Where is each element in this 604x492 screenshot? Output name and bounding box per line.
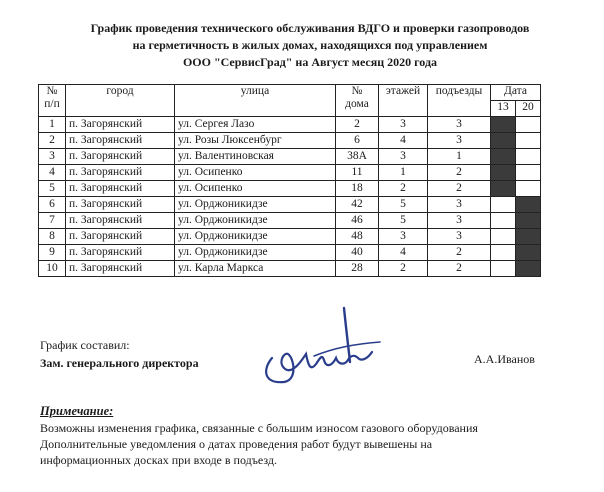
- table-row: [39, 165, 541, 181]
- cell-street: ул. Валентиновская: [175, 149, 336, 165]
- cell-floors: 5: [379, 213, 428, 229]
- cell-entrances: 3: [428, 197, 491, 213]
- table-row: [39, 133, 541, 149]
- cell-num: 6: [39, 197, 66, 213]
- header-date-13: 13: [491, 101, 516, 117]
- cell-city: п. Загорянский: [66, 229, 175, 245]
- cell-entrances: 2: [428, 181, 491, 197]
- note-line-3: информационных досках при входе в подъезд.: [40, 453, 278, 467]
- table-row: [39, 197, 541, 213]
- signature-image: [254, 298, 384, 390]
- cell-num: 5: [39, 181, 66, 197]
- table-row: [39, 245, 541, 261]
- title-line-3: ООО "СервисГрад" на Август месяц 2020 года: [182, 55, 438, 69]
- cell-date-20: [516, 229, 541, 245]
- position-title: Зам. генерального директора: [40, 356, 199, 370]
- cell-num: 4: [39, 165, 66, 181]
- cell-street: ул. Осипенко: [175, 165, 336, 181]
- cell-date-20: [516, 133, 541, 149]
- header-house: № дома: [336, 85, 379, 117]
- cell-city: п. Загорянский: [66, 213, 175, 229]
- cell-city: п. Загорянский: [66, 165, 175, 181]
- cell-date-13: [491, 117, 516, 133]
- cell-floors: 3: [379, 117, 428, 133]
- cell-date-13: [491, 165, 516, 181]
- cell-city: п. Загорянский: [66, 117, 175, 133]
- cell-house: 6: [336, 133, 379, 149]
- cell-floors: 5: [379, 197, 428, 213]
- table-row: [39, 229, 541, 245]
- cell-street: ул. Орджоникидзе: [175, 197, 336, 213]
- cell-date-20: [516, 213, 541, 229]
- cell-date-13: [491, 213, 516, 229]
- cell-entrances: 3: [428, 213, 491, 229]
- title-line-1: График проведения технического обслуживания ВДГО и проверки газопроводов: [90, 21, 530, 35]
- cell-floors: 1: [379, 165, 428, 181]
- cell-house: 46: [336, 213, 379, 229]
- cell-house: 42: [336, 197, 379, 213]
- cell-entrances: 1: [428, 149, 491, 165]
- cell-date-13: [491, 261, 516, 277]
- header-floors: этажей: [379, 85, 428, 117]
- cell-entrances: 2: [428, 165, 491, 181]
- cell-entrances: 2: [428, 261, 491, 277]
- cell-house: 40: [336, 245, 379, 261]
- cell-street: ул. Розы Люксенбург: [175, 133, 336, 149]
- table-row: [39, 213, 541, 229]
- note-line-2: Дополнительные уведомления о датах проведения работ будут вывешены на: [40, 437, 433, 451]
- cell-date-20: [516, 261, 541, 277]
- cell-num: 10: [39, 261, 66, 277]
- cell-street: ул. Орджоникидзе: [175, 245, 336, 261]
- schedule-table: [38, 84, 541, 277]
- cell-date-20: [516, 149, 541, 165]
- cell-num: 7: [39, 213, 66, 229]
- cell-entrances: 3: [428, 229, 491, 245]
- cell-num: 2: [39, 133, 66, 149]
- cell-entrances: 3: [428, 117, 491, 133]
- document-title: [40, 20, 580, 71]
- note-heading: Примечание:: [40, 404, 114, 418]
- cell-floors: 2: [379, 261, 428, 277]
- table-row: [39, 181, 541, 197]
- note-line-1: Возможны изменения графика, связанные с большим износом газового оборудования: [40, 421, 478, 435]
- cell-city: п. Загорянский: [66, 149, 175, 165]
- cell-floors: 4: [379, 133, 428, 149]
- cell-date-20: [516, 245, 541, 261]
- header-street: улица: [175, 85, 336, 117]
- cell-city: п. Загорянский: [66, 197, 175, 213]
- cell-date-20: [516, 181, 541, 197]
- cell-house: 48: [336, 229, 379, 245]
- signer-name: А.А.Иванов: [474, 352, 535, 366]
- compiled-by-label: График составил:: [40, 338, 130, 352]
- note-text: [40, 420, 580, 468]
- cell-street: ул. Осипенко: [175, 181, 336, 197]
- header-date: Дата: [491, 85, 541, 101]
- cell-date-13: [491, 133, 516, 149]
- table-row: [39, 117, 541, 133]
- cell-date-13: [491, 229, 516, 245]
- cell-date-13: [491, 245, 516, 261]
- table-row: [39, 149, 541, 165]
- cell-entrances: 2: [428, 245, 491, 261]
- cell-city: п. Загорянский: [66, 245, 175, 261]
- header-city: город: [66, 85, 175, 117]
- cell-date-13: [491, 149, 516, 165]
- cell-num: 1: [39, 117, 66, 133]
- cell-street: ул. Орджоникидзе: [175, 229, 336, 245]
- cell-house: 38А: [336, 149, 379, 165]
- cell-house: 28: [336, 261, 379, 277]
- cell-city: п. Загорянский: [66, 261, 175, 277]
- cell-street: ул. Сергея Лазо: [175, 117, 336, 133]
- cell-date-13: [491, 181, 516, 197]
- cell-floors: 3: [379, 229, 428, 245]
- cell-num: 3: [39, 149, 66, 165]
- table-row: [39, 261, 541, 277]
- cell-date-20: [516, 197, 541, 213]
- cell-date-13: [491, 197, 516, 213]
- cell-house: 18: [336, 181, 379, 197]
- cell-num: 9: [39, 245, 66, 261]
- cell-date-20: [516, 117, 541, 133]
- cell-num: 8: [39, 229, 66, 245]
- cell-house: 11: [336, 165, 379, 181]
- cell-date-20: [516, 165, 541, 181]
- cell-floors: 3: [379, 149, 428, 165]
- header-date-20: 20: [516, 101, 541, 117]
- cell-city: п. Загорянский: [66, 133, 175, 149]
- header-entrances: подъезды: [428, 85, 491, 117]
- cell-entrances: 3: [428, 133, 491, 149]
- cell-floors: 4: [379, 245, 428, 261]
- cell-street: ул. Орджоникидзе: [175, 213, 336, 229]
- title-line-2: на герметичность в жилых домах, находящихся под управлением: [132, 38, 488, 52]
- cell-street: ул. Карла Маркса: [175, 261, 336, 277]
- cell-floors: 2: [379, 181, 428, 197]
- header-num: № п/п: [39, 85, 66, 117]
- cell-house: 2: [336, 117, 379, 133]
- cell-city: п. Загорянский: [66, 181, 175, 197]
